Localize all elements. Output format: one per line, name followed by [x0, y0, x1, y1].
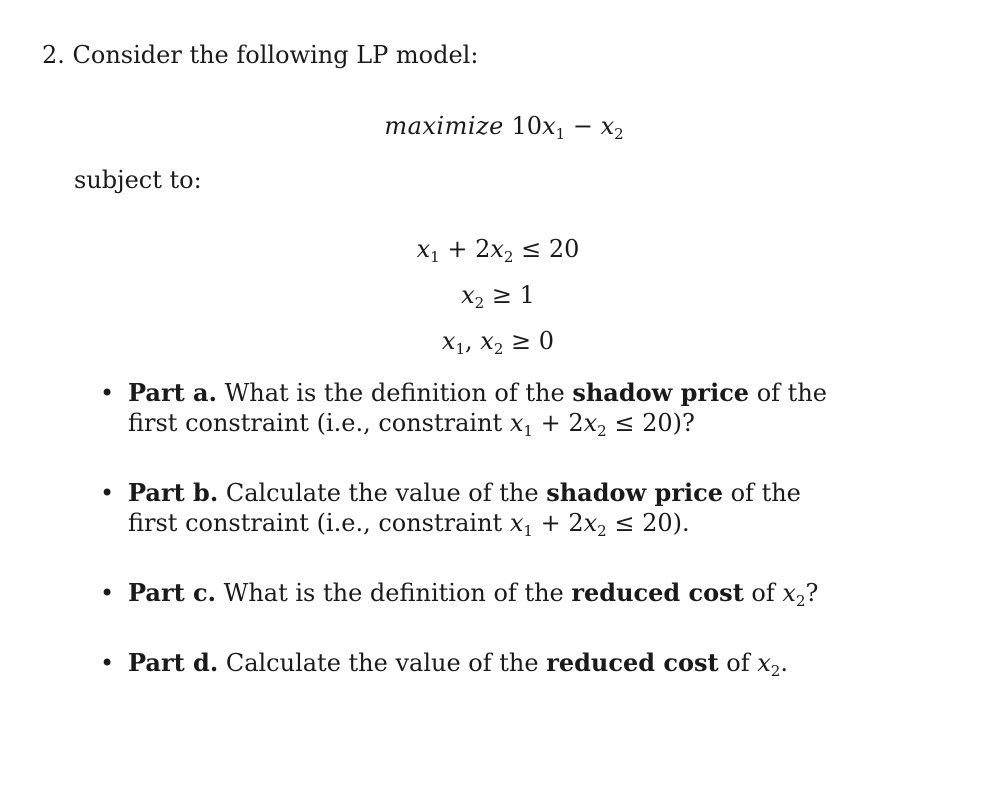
constraints-block	[0, 234, 996, 372]
constraint-1: $x_1 + 2x_2 \le 20$	[416, 235, 580, 266]
bullet-icon: •	[100, 579, 115, 607]
part-label: Part d.	[128, 648, 219, 677]
inline-variable: $x_2$	[757, 649, 781, 680]
part-a-item: • Part a. What is the definition of the shadow price of the first constraint (i.e., constraint $x_1 + 2x_2 \le 20$)?	[100, 378, 827, 440]
part-b-item: • Part b. Calculate the value of the shadow price of the first constraint (i.e., constraint $x_1 + 2x_2 \le 20$).	[100, 478, 801, 540]
objective-expression: $10x_1 - x_2$	[511, 112, 624, 143]
term-reduced-cost: reduced cost	[571, 578, 744, 607]
inline-constraint: $x_1 + 2x_2 \le 20$	[509, 409, 673, 440]
term-shadow-price: shadow price	[546, 478, 723, 507]
objective-function	[0, 111, 996, 141]
inline-variable: $x_2$	[782, 579, 806, 610]
part-label: Part c.	[128, 578, 217, 607]
bullet-icon: •	[100, 479, 115, 507]
part-c-item: • Part c. What is the definition of the reduced cost of $x_2$?	[100, 578, 819, 610]
part-label: Part a.	[128, 378, 217, 407]
inline-constraint: $x_1 + 2x_2 \le 20$	[509, 509, 673, 540]
subject-to-label: subject to:	[74, 166, 202, 194]
objective-keyword: maximize	[384, 112, 504, 140]
bullet-icon: •	[100, 649, 115, 677]
part-label: Part b.	[128, 478, 219, 507]
term-reduced-cost: reduced cost	[546, 648, 719, 677]
constraint-nonnegativity: $x_1$, $x_2 \ge 0$	[441, 327, 555, 358]
term-shadow-price: shadow price	[572, 378, 750, 407]
problem-heading: 2. Consider the following LP model:	[42, 41, 479, 69]
part-d-item: • Part d. Calculate the value of the reduced cost of $x_2$.	[100, 648, 788, 680]
bullet-icon: •	[100, 379, 115, 407]
constraint-2: $x_2 \ge 1$	[461, 281, 535, 312]
question-parts-list	[100, 378, 840, 678]
